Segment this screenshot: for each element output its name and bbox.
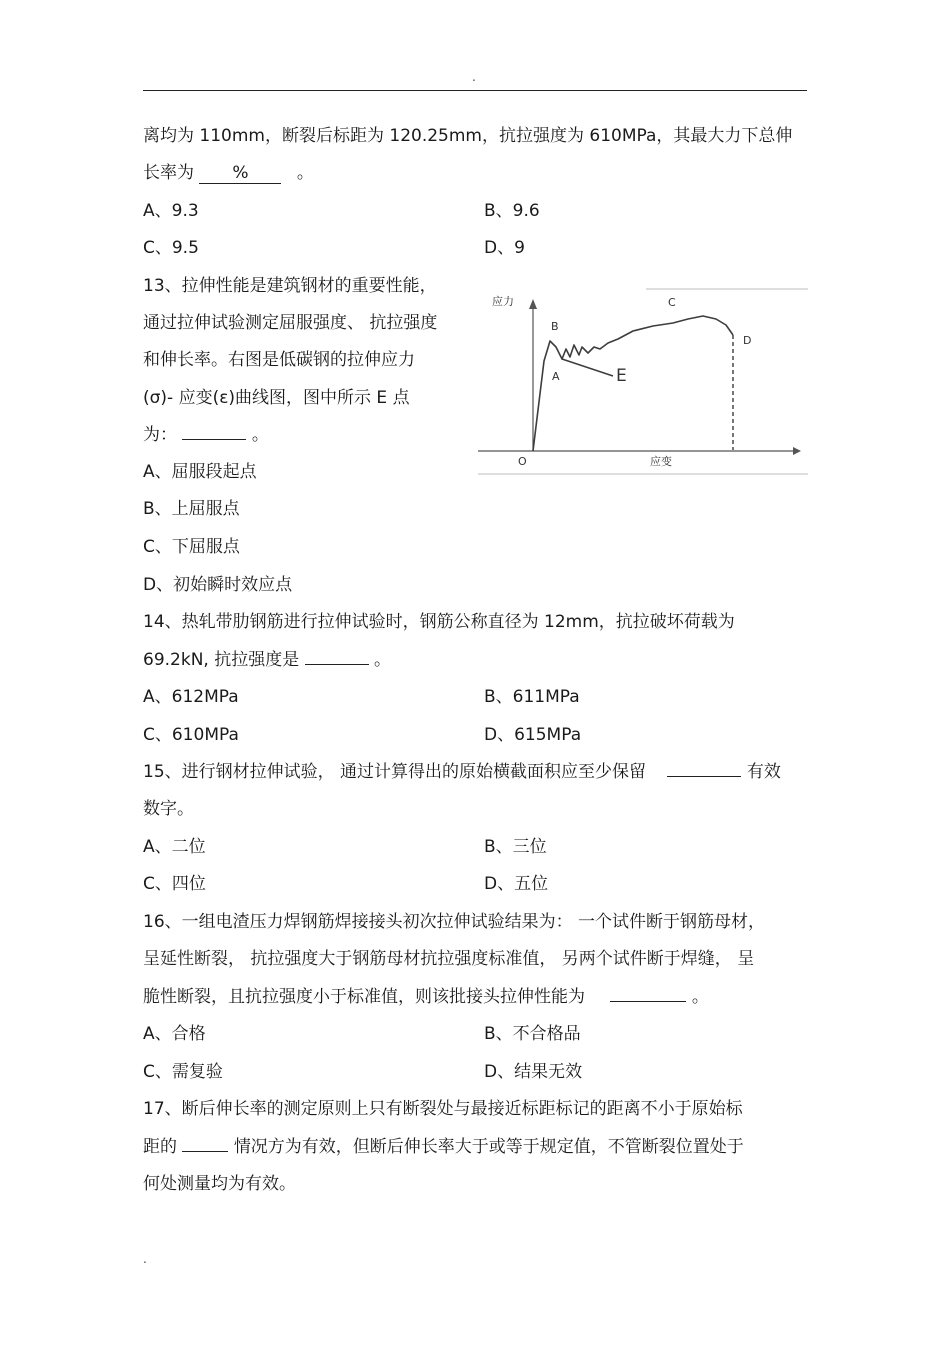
header-rule	[143, 90, 807, 91]
q13-option-b: B、上屈服点	[143, 499, 240, 519]
q13-answer-blank	[182, 439, 246, 440]
label-origin-o: O	[518, 455, 527, 468]
q17-line-1: 17、断后伸长率的测定原则上只有断裂处与最接近标距标记的距离不小于原始标	[143, 1099, 743, 1119]
q13-option-d: D、初始瞬时效应点	[143, 575, 293, 595]
label-point-c: C	[668, 296, 676, 309]
q13-option-c: C、下屈服点	[143, 537, 240, 557]
q12-line-2	[143, 161, 314, 185]
q16-answer-blank	[610, 1001, 686, 1002]
branch-to-e	[562, 359, 613, 376]
q13-line-5	[143, 423, 269, 447]
label-point-a: A	[552, 370, 560, 383]
q13-line-2: 通过拉伸试验测定屈服强度、 抗拉强度	[143, 313, 438, 333]
x-axis-label: 应变	[650, 455, 672, 468]
q16-line-3-suffix: 。	[691, 987, 709, 1007]
q16-option-c: C、需复验	[143, 1062, 223, 1082]
q14-option-c: C、610MPa	[143, 725, 239, 745]
q15-line-1-prefix: 15、进行钢材拉伸试验， 通过计算得出的原始横截面积应至少保留	[143, 762, 647, 782]
q14-answer-blank	[305, 664, 369, 665]
q13-line-4: (σ)- 应变(ε)曲线图，图中所示 E 点	[143, 388, 410, 408]
q17-line-2-prefix: 距的	[143, 1137, 177, 1157]
q14-line-1: 14、热轧带肋钢筋进行拉伸试验时，钢筋公称直径为 12mm，抗拉破坏荷载为	[143, 612, 735, 632]
stress-strain-figure	[478, 283, 810, 477]
x-axis-arrow	[793, 447, 801, 455]
q15-option-a: A、二位	[143, 837, 206, 857]
q13-line-3: 和伸长率。右图是低碳钢的拉伸应力	[143, 350, 415, 370]
label-point-e: E	[616, 366, 627, 386]
q12-option-c: C、9.5	[143, 238, 199, 258]
q17-line-2-suffix: 情况方为有效，但断后伸长率大于或等于规定值，不管断裂位置处于	[233, 1137, 744, 1157]
label-point-b: B	[551, 320, 559, 333]
q12-line-2-suffix: 。	[296, 163, 314, 183]
y-axis-label: 应力	[492, 295, 514, 308]
q15-line-1	[143, 760, 781, 784]
q14-option-d: D、615MPa	[484, 725, 582, 745]
q12-option-b: B、9.6	[484, 201, 540, 221]
q16-option-a: A、合格	[143, 1024, 206, 1044]
q14-option-a: A、612MPa	[143, 687, 239, 707]
stress-strain-curve	[533, 316, 733, 451]
q17-line-3: 何处测量均为有效。	[143, 1174, 296, 1194]
q16-option-d: D、结果无效	[484, 1062, 583, 1082]
q13-line-5-prefix: 为：	[143, 425, 177, 445]
q16-line-3-prefix: 脆性断裂，且抗拉强度小于标准值，则该批接头拉伸性能为	[143, 987, 585, 1007]
q17-answer-blank	[182, 1151, 228, 1152]
q13-line-1: 13、拉伸性能是建筑钢材的重要性能，	[143, 276, 437, 296]
y-axis-arrow	[529, 299, 537, 309]
q12-line-1: 离均为 110mm，断裂后标距为 120.25mm，抗拉强度为 610MPa，其最大力下总伸	[143, 126, 793, 146]
q15-line-2: 数字。	[143, 799, 194, 819]
q14-line-2-suffix: 。	[374, 650, 392, 670]
q16-line-2: 呈延性断裂， 抗拉强度大于钢筋母材抗拉强度标准值， 另两个试件断于焊缝， 呈	[143, 949, 755, 969]
q15-line-1-suffix: 有效	[746, 762, 781, 782]
q15-option-d: D、五位	[484, 874, 549, 894]
q12-option-d: D、9	[484, 238, 525, 258]
header-dot: .	[472, 70, 476, 84]
q16-line-1: 16、一组电渣压力焊钢筋焊接接头初次拉伸试验结果为： 一个试件断于钢筋母材，	[143, 912, 766, 932]
q12-option-a: A、9.3	[143, 201, 199, 221]
q13-line-5-suffix: 。	[251, 425, 269, 445]
q12-line-2-prefix: 长率为	[143, 163, 194, 183]
q15-option-b: B、三位	[484, 837, 547, 857]
q15-answer-blank	[667, 776, 741, 777]
q17-line-2	[143, 1135, 744, 1159]
q16-line-3	[143, 985, 709, 1009]
q16-option-b: B、不合格品	[484, 1024, 581, 1044]
q14-line-2-prefix: 69.2kN, 抗拉强度是	[143, 650, 300, 670]
label-point-d: D	[743, 334, 752, 347]
footer-dot: .	[143, 1252, 147, 1266]
q15-option-c: C、四位	[143, 874, 206, 894]
q14-option-b: B、611MPa	[484, 687, 580, 707]
q14-line-2	[143, 648, 391, 672]
stress-strain-chart	[478, 283, 810, 477]
q12-answer-blank: %	[199, 163, 281, 184]
q13-option-a: A、屈服段起点	[143, 462, 257, 482]
